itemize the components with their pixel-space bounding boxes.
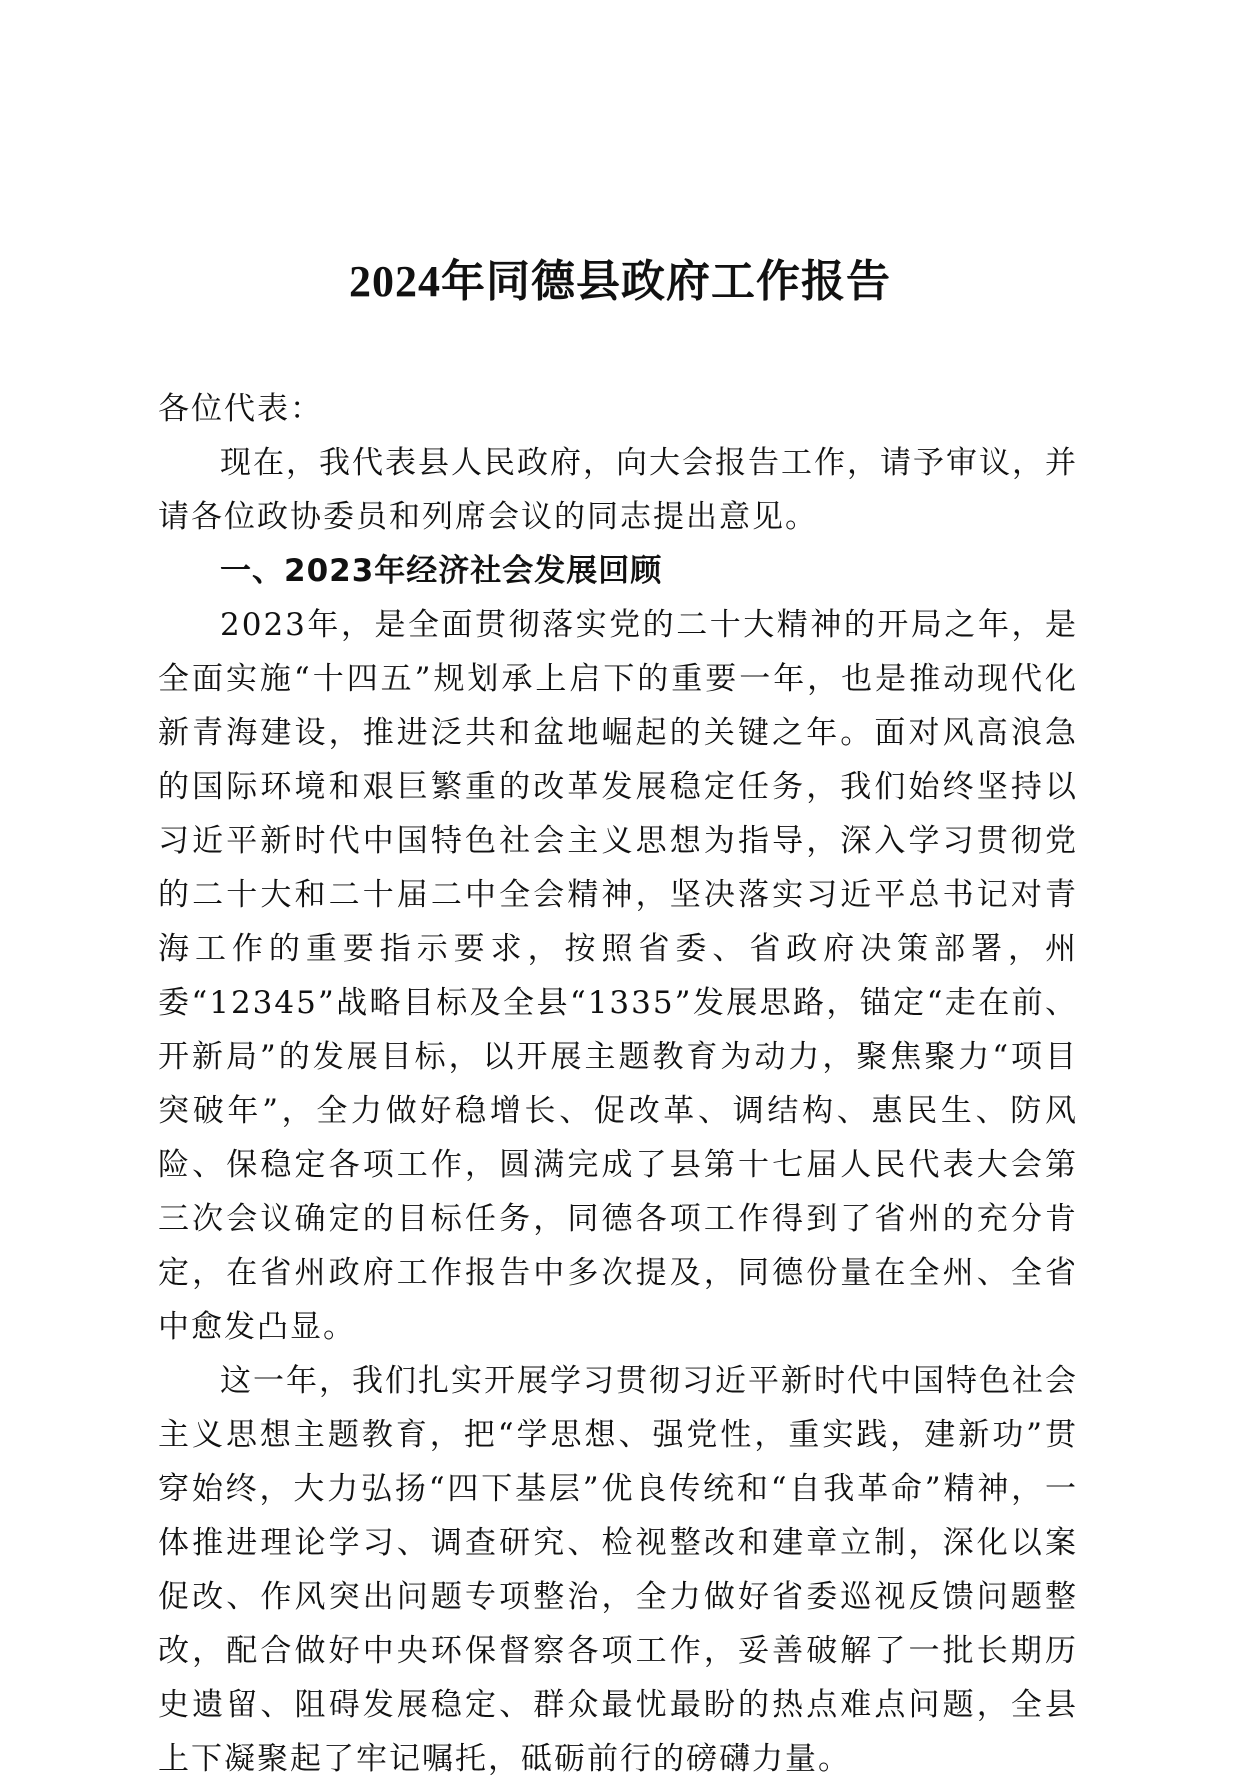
salutation: 各位代表： (158, 391, 323, 427)
section-heading: 一、2023年经济社会发展回顾 (220, 553, 663, 589)
document-title: 2024年同德县政府工作报告 (349, 257, 891, 306)
section-paragraph-2: 这一年，我们扎实开展学习贯彻习近平新时代中国特色社会主义思想主题教育，把“学思想、强党性，重实践，建新功”贯穿始终，大力弘扬“四下基层”优良传统和“自我革命”精神，一体推进理论学习、调查研究、检视整改和建章立制，深化以案促改、作风突出问题专项整治，全力做好省委巡视反馈问题整改，配合做好中央环保督察各项工作，妥善破解了一批长期历史遗留、阻碍发展稳定、群众最忧最盼的热点难点问题，全县上下凝聚起了牢记嘱托，砥砺前行的磅礴力量。 (158, 1363, 1078, 1777)
document-body (158, 382, 1078, 1786)
section-paragraph-1: 2023年，是全面贯彻落实党的二十大精神的开局之年，是全面实施“十四五”规划承上启下的重要一年，也是推动现代化新青海建设，推进泛共和盆地崛起的关键之年。面对风高浪急的国际环境和艰巨繁重的改革发展稳定任务，我们始终坚持以习近平新时代中国特色社会主义思想为指导，深入学习贯彻党的二十大和二十届二中全会精神，坚决落实习近平总书记对青海工作的重要指示要求，按照省委、省政府决策部署，州委“12345”战略目标及全县“1335”发展思路，锚定“走在前、开新局”的发展目标，以开展主题教育为动力，聚焦聚力“项目突破年”，全力做好稳增长、促改革、调结构、惠民生、防风险、保稳定各项工作，圆满完成了县第十七届人民代表大会第三次会议确定的目标任务，同德各项工作得到了省州的充分肯定，在省州政府工作报告中多次提及，同德份量在全州、全省中愈发凸显。 (158, 607, 1078, 1345)
intro-paragraph: 现在，我代表县人民政府，向大会报告工作，请予审议，并请各位政协委员和列席会议的同志提出意见。 (158, 445, 1078, 535)
